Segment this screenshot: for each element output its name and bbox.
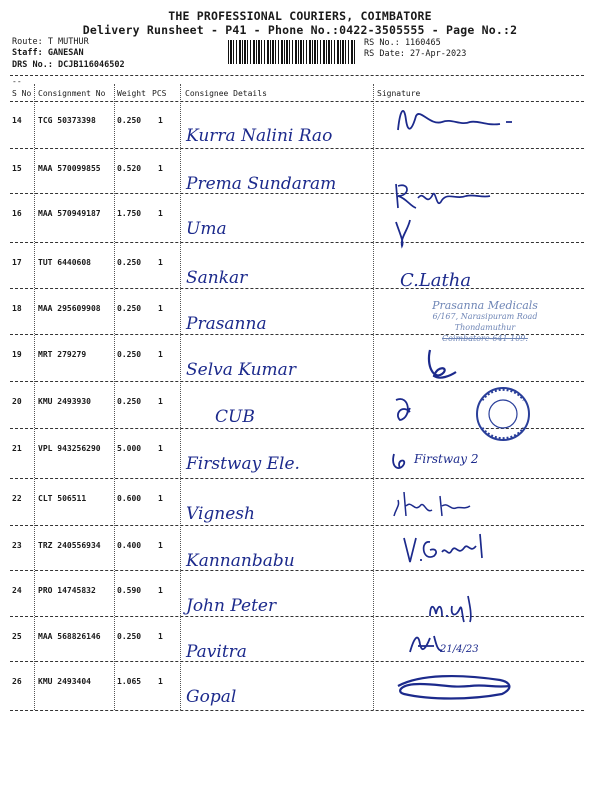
- row-weight: 0.520: [117, 164, 142, 173]
- row-consignee-handwritten: CUB: [215, 407, 255, 427]
- col-header-consignment: Consignment No: [38, 89, 106, 98]
- row-sno: 25: [12, 632, 22, 641]
- row-consignment-no: KMU 2493930: [38, 397, 91, 406]
- signature-mark: [390, 668, 540, 708]
- row-consignee-handwritten: Prema Sundaram: [186, 174, 337, 194]
- signature-mark: [390, 176, 540, 216]
- row-pcs: 1: [158, 586, 163, 595]
- row-weight: 0.250: [117, 116, 142, 125]
- row-pcs: 1: [158, 677, 163, 686]
- row-consignment-no: TUT 6440608: [38, 258, 91, 267]
- runsheet-subtitle: Delivery Runsheet - P41 - Phone No.:0422-3505555 - Page No.:2: [82, 23, 518, 37]
- row-weight: 0.250: [117, 304, 142, 313]
- company-title: THE PROFESSIONAL COURIERS, COIMBATORE: [168, 9, 432, 23]
- row-consignment-no: CLT 506511: [38, 494, 87, 503]
- row-weight: 0.600: [117, 494, 142, 503]
- pharmacy-stamp: Prasanna Medicals 6/167, Narasipuram Road Thondamuthur Coimbatore-641 109.: [432, 299, 538, 343]
- signature-text: Firstway 2: [414, 452, 479, 466]
- row-pcs: 1: [158, 116, 163, 125]
- row-consignment-no: TRZ 240556934: [38, 541, 101, 550]
- row-consignee-handwritten: Firstway Ele.: [186, 454, 300, 474]
- signature-text: 21/4/23: [440, 644, 479, 655]
- barcode: [228, 40, 356, 64]
- row-sno: 15: [12, 164, 22, 173]
- row-sno: 14: [12, 116, 22, 125]
- row-consignee-handwritten: Uma: [186, 219, 227, 239]
- row-weight: 1.750: [117, 209, 142, 218]
- header-divider-mark: --: [12, 77, 22, 86]
- signature-mark: [390, 586, 540, 626]
- row-sno: 24: [12, 586, 22, 595]
- staff-label: Staff: GANESAN: [12, 48, 84, 58]
- col-header-signature: Signature: [377, 89, 421, 98]
- row-consignment-no: MAA 295609908: [38, 304, 101, 313]
- row-consignment-no: TCG 50373398: [38, 116, 96, 125]
- row-pcs: 1: [158, 350, 163, 359]
- signature-mark: [390, 212, 540, 252]
- drs-number: DRS No.: DCJB116046502: [12, 60, 125, 70]
- col-header-sno: S No: [12, 89, 32, 98]
- row-consignee-handwritten: Kannanbabu: [186, 551, 295, 571]
- route-label: Route: T MUTHUR: [12, 37, 89, 47]
- row-weight: 0.250: [117, 397, 142, 406]
- row-pcs: 1: [158, 397, 163, 406]
- header-divider: [10, 75, 584, 76]
- row-consignment-no: KMU 2493404: [38, 677, 91, 686]
- row-consignment-no: MAA 568826146: [38, 632, 101, 641]
- col-header-pcs: PCS: [152, 89, 167, 98]
- signature-mark: [390, 528, 540, 568]
- row-pcs: 1: [158, 258, 163, 267]
- row-pcs: 1: [158, 209, 163, 218]
- row-sno: 21: [12, 444, 22, 453]
- row-sno: 22: [12, 494, 22, 503]
- row-weight: 0.400: [117, 541, 142, 550]
- row-sno: 17: [12, 258, 22, 267]
- table-bottom-divider: [10, 710, 584, 711]
- row-consignee-handwritten: John Peter: [186, 596, 277, 616]
- row-weight: 5.000: [117, 444, 142, 453]
- row-consignee-handwritten: Gopal: [186, 687, 237, 707]
- row-consignment-no: MAA 570099855: [38, 164, 101, 173]
- signature-mark: [390, 346, 540, 386]
- bank-seal: [468, 384, 538, 444]
- row-consignment-no: MRT 279279: [38, 350, 87, 359]
- row-weight: 1.065: [117, 677, 142, 686]
- signature-text: C.Latha: [400, 270, 472, 291]
- col-header-weight: Weight: [117, 89, 146, 98]
- row-pcs: 1: [158, 541, 163, 550]
- row-weight: 0.250: [117, 632, 142, 641]
- rs-date: RS Date: 27-Apr-2023: [364, 49, 467, 59]
- row-consignee-handwritten: Vignesh: [186, 504, 255, 524]
- row-consignee-handwritten: Prasanna: [186, 314, 267, 334]
- row-sno: 20: [12, 397, 22, 406]
- row-pcs: 1: [158, 164, 163, 173]
- row-weight: 0.250: [117, 350, 142, 359]
- row-sno: 18: [12, 304, 22, 313]
- row-consignee-handwritten: Kurra Nalini Rao: [186, 126, 333, 146]
- row-consignment-no: PRO 14745832: [38, 586, 96, 595]
- row-consignee-handwritten: Sankar: [186, 268, 248, 288]
- row-consignment-no: MAA 570949187: [38, 209, 101, 218]
- row-consignee-handwritten: Selva Kumar: [186, 360, 296, 380]
- signature-mark: [390, 486, 540, 526]
- signature-mark: [390, 100, 540, 140]
- row-weight: 0.590: [117, 586, 142, 595]
- row-sno: 23: [12, 541, 22, 550]
- row-divider: [10, 148, 584, 149]
- row-weight: 0.250: [117, 258, 142, 267]
- row-pcs: 1: [158, 444, 163, 453]
- rs-number: RS No.: 1160465: [364, 38, 441, 48]
- row-sno: 26: [12, 677, 22, 686]
- row-divider: [10, 288, 584, 289]
- row-sno: 16: [12, 209, 22, 218]
- row-pcs: 1: [158, 494, 163, 503]
- col-header-consignee: Consignee Details: [185, 89, 267, 98]
- row-consignee-handwritten: Pavitra: [186, 642, 247, 662]
- row-pcs: 1: [158, 304, 163, 313]
- row-divider: [10, 570, 584, 571]
- row-sno: 19: [12, 350, 22, 359]
- row-pcs: 1: [158, 632, 163, 641]
- row-consignment-no: VPL 943256290: [38, 444, 101, 453]
